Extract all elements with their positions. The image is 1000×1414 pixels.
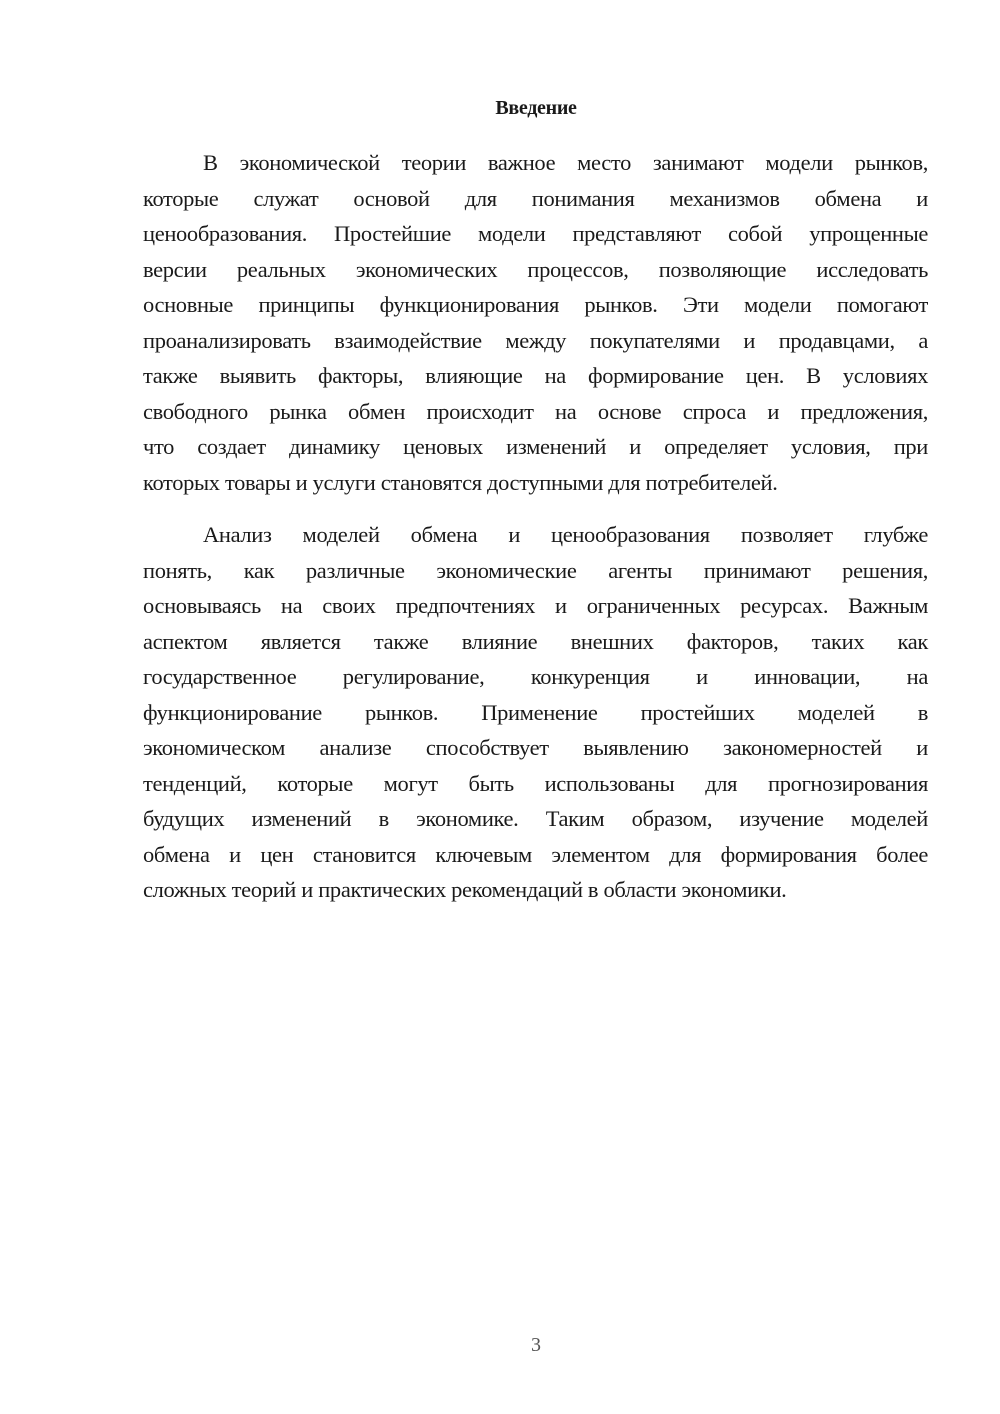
text-line: ценообразования. Простейшие модели представляют собой упрощенные xyxy=(143,221,928,246)
section-heading: Введение xyxy=(495,97,577,119)
text-line: Анализ моделей обмена и ценообразования позволяет глубже xyxy=(203,522,928,547)
text-line: основываясь на своих предпочтениях и ограниченных ресурсах. Важным xyxy=(143,593,928,618)
text-line: государственное регулирование, конкуренция и инновации, на xyxy=(143,664,928,689)
paragraph-2 xyxy=(143,517,928,908)
text-line: что создает динамику ценовых изменений и определяет условия, при xyxy=(143,434,928,459)
text-line: версии реальных экономических процессов, позволяющие исследовать xyxy=(143,256,928,282)
text-line: основные принципы функционирования рынков. Эти модели помогают xyxy=(143,292,928,317)
text-line: В экономической теории важное место занимают модели рынков, xyxy=(203,150,928,175)
text-line: тенденций, которые могут быть использованы для прогнозирования xyxy=(143,770,928,796)
text-line: сложных теорий и практических рекомендаций в области экономики. xyxy=(143,877,787,902)
text-line: также выявить факторы, влияющие на формирование цен. В условиях xyxy=(143,363,928,388)
text-line: будущих изменений в экономике. Таким образом, изучение моделей xyxy=(143,806,928,831)
text-line: которые служат основой для понимания механизмов обмена и xyxy=(143,185,928,211)
page-number: 3 xyxy=(531,1334,541,1356)
text-line: аспектом является также влияние внешних факторов, таких как xyxy=(143,628,928,654)
text-line: которых товары и услуги становятся доступными для потребителей. xyxy=(143,469,778,495)
text-line: обмена и цен становится ключевым элементом для формирования более xyxy=(143,841,928,867)
text-line: экономическом анализе способствует выявлению закономерностей и xyxy=(143,735,928,760)
paragraph-1 xyxy=(143,145,928,500)
text-line: проанализировать взаимодействие между покупателями и продавцами, а xyxy=(143,327,928,353)
text-line: функционирование рынков. Применение простейших моделей в xyxy=(143,699,928,725)
text-line: свободного рынка обмен происходит на основе спроса и предложения, xyxy=(143,398,928,424)
text-line: понять, как различные экономические агенты принимают решения, xyxy=(143,557,928,583)
